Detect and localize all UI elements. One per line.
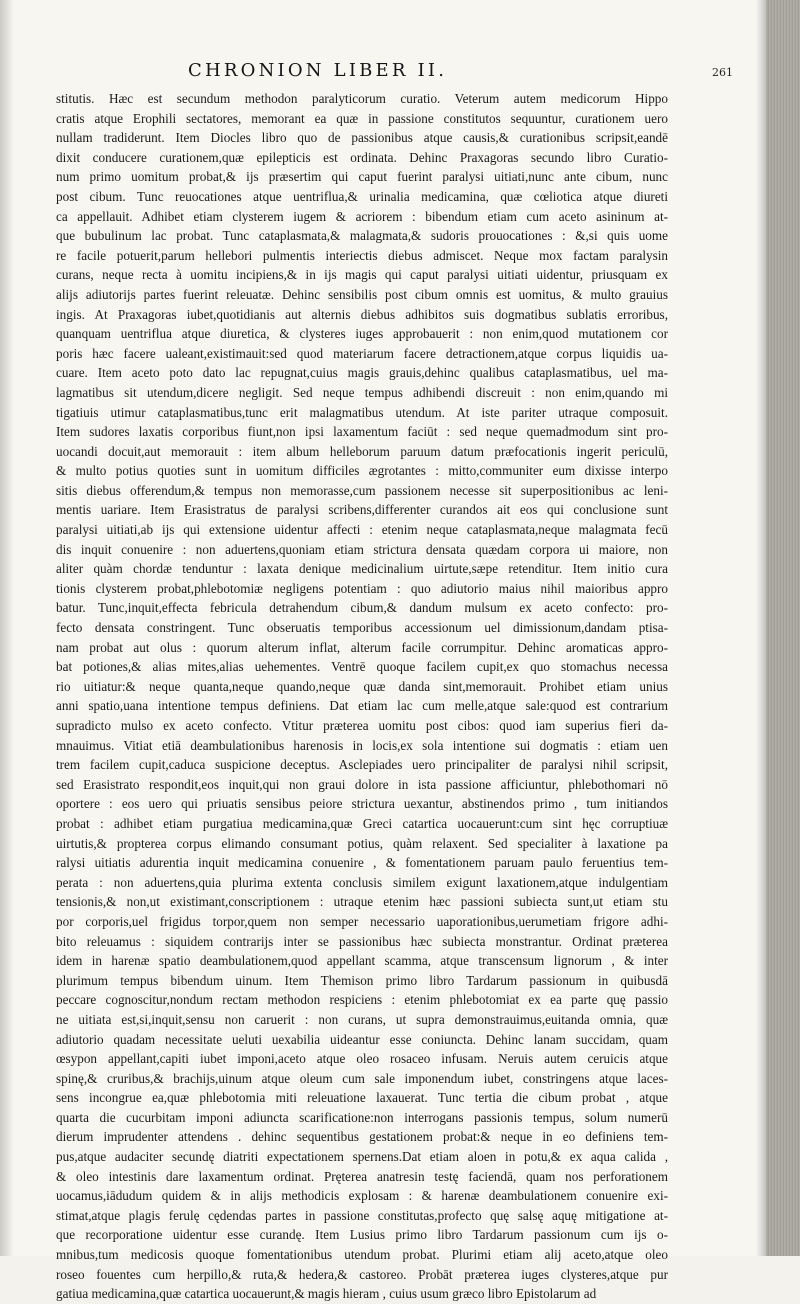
page-fore-edge xyxy=(766,0,800,1256)
text-line: quanquam uentriflua atque diuretica, & clysteres iuges approbauerit : non enim,quod mutationem cor xyxy=(56,326,668,342)
text-line: perata : non aduertens,quia plurima extenta conclusis similem exigunt laxationem,atque indulgentiam xyxy=(56,874,668,890)
text-line: adiutorio quadam necessitate ueluti uexabilia uideantur esse coniuncta. Dehinc lanam succidam, quam xyxy=(56,1031,668,1047)
text-line: ralysi uitiatis adurentia inquit medicamina conuenire , & fomentationem paruam paulo feruentius tem- xyxy=(56,855,668,871)
text-line: plurimum tempus bibendum uinum. Item Themison primo libro Tardarum passionum in quibusdā xyxy=(56,972,668,988)
text-line: sens incongrue ea,quæ phlebotomia miti releuatione laxauerat. Tunc tertia die cibum probat , atque xyxy=(56,1090,668,1106)
text-line: que bubulinum lac probat. Tunc cataplasmata,& malagmata,& sudoris prouocationes : &,si quis uome xyxy=(56,228,668,244)
text-line: & multo potius quoties sunt in uomitum difficiles ægrotantes : mitto,communiter eum dixisse interpo xyxy=(56,463,668,479)
text-line: dis inquit conuenire : non aduertens,quoniam etiam strictura densata quædam corpora ui maiore, non xyxy=(56,541,668,557)
text-line: stimat,atque plagis ferulę cędendas partes in passione constitutas,profecto quę salsę aquę mitigatione at- xyxy=(56,1207,668,1223)
text-line: spinę,& cruribus,& brachijs,uinum atque oleum cum sale imponendum iubet, constringens atque laces- xyxy=(56,1070,668,1086)
text-line: aliter quàm chordæ tenduntur : laxata denique medicinalium uirtute,sæpe retenditur. Item initio cura xyxy=(56,561,668,577)
text-line: ingis. At Praxagoras iubet,quotidianis aut alternis diebus adhibitos suis dogmatibus sublatis erroribus, xyxy=(56,306,668,322)
text-line: uocamus,iādudum quidem & in alijs methodicis explosam : & harenæ deambulationem conuenire exi- xyxy=(56,1188,668,1204)
text-line: por corporis,uel frigidus torpor,quem non semper necessario uaporationibus,uerumetiam frigore adhi- xyxy=(56,913,668,929)
text-line: mnibus,tum medicosis quoque fomentationibus utendum probat. Plurimi etiam alij aceto,atque oleo xyxy=(56,1247,668,1263)
text-line: num primo uomitum probat,& ijs præsertim qui caput fuerint paralysi uitiati,nunc ante cibum, nunc xyxy=(56,169,668,185)
text-line: curans, neque recta à uomitu incipiens,& in ijs magis qui caput paralysi uitiati uidentur, priusquam ex xyxy=(56,267,668,283)
text-line: tionis clysterem probat,phlebotomiæ negligens potentiam : quo adiutorio maius nihil maioribus appro xyxy=(56,580,668,596)
text-line: cuare. Item aceto poto dato lac repugnat,cuius magis grauis,dehinc qualibus cataplasmatibus, uel ma- xyxy=(56,365,668,381)
text-line: idem in harenæ spatio deambulationem,quod appellant scamma, atque transcensum lignorum , & inter xyxy=(56,953,668,969)
text-line: mentis uariare. Item Erasistratus de paralysi scribens,differenter curandos ait eos qui conclusione sunt xyxy=(56,502,668,518)
text-line: fecto densata constringent. Tunc obseruatis temporibus accessionum uel dimissionum,dandam ptisa- xyxy=(56,620,668,636)
text-line: stitutis. Hæc est secundum methodon paralyticorum curatio. Veterum autem medicorum Hippo xyxy=(56,91,668,106)
text-line: Item sudores laxatis corporibus fiunt,non ipsi laxamentum faciūt : sed neque quemadmodum sint pro- xyxy=(56,424,668,440)
text-line: roseo fouentes cum herpillo,& ruta,& hedera,& castoreo. Probāt præterea iuges clysteres,atque pur xyxy=(56,1266,668,1282)
text-line: dierum imprudenter attendens . dehinc sequentibus gestationem probat:& neque in eo definiens tem- xyxy=(56,1129,668,1145)
text-line: paralysi uitiati,ab ijs qui extensione uidentur affecti : etenim neque cataplasmata,neque malagmata fecū xyxy=(56,522,668,538)
page-header xyxy=(0,58,760,88)
text-line: re facile potuerit,parum hellebori pulmentis interiectis diebus admiscet. Neque mox factam paralysin xyxy=(56,247,668,263)
running-head: CHRONION LIBER II. xyxy=(188,60,448,81)
text-line: ca appellauit. Adhibet etiam clysterem iugem & acriorem : bibendum etiam cum aceto asininum at- xyxy=(56,208,668,224)
text-line: uirtutis,& propterea corpus elimando consumant potius, quàm relaxent. Sed specialiter à laxatione pa xyxy=(56,835,668,851)
text-line: nullam tradiderunt. Item Diocles libro quo de passionibus atque causis,& curationibus scripsit,eandē xyxy=(56,130,668,146)
text-line: bito releuamus : siquidem contrarijs inter se passionibus hæc subiecta monstrantur. Ordinat præterea xyxy=(56,933,668,949)
text-line: rio uitiatur:& neque quanta,neque quando,neque quæ danda sint,memorauit. Prohibet etiam unius xyxy=(56,678,668,694)
text-line: supradicto mulso ex aceto confecto. Vtitur præterea uomitu post cibos: quod iam superius fieri da- xyxy=(56,718,668,733)
text-line: post cibum. Tunc reuocationes atque uentriflua,& urinalia medicamina, quæ cœliotica atque diureti xyxy=(56,188,668,204)
page-number: 261 xyxy=(712,66,733,79)
text-line: trem facilem cupit,caduca suspicione deceptus. Asclepiades uero principaliter de paralysi nihil scripsit, xyxy=(56,757,668,773)
text-line: dixit conducere curationem,quæ epilepticis est ordinata. Dehinc Praxagoras secundo libro Curatio- xyxy=(56,149,668,165)
text-line: ne uitiata est,si,inquit,sensu non caruerit : non curans, ut supra demonstrauimus,euitanda omnia, quæ xyxy=(56,1011,668,1027)
text-line: œsypon appellant,capiti iubet imponi,aceto atque oleo rosaceo infusam. Neruis autem ceruicis atque xyxy=(56,1051,668,1067)
text-line: & oleo intestinis dare laxamentum ordinat. Pręterea anatresin testę faciendā, quam nos perforationem xyxy=(56,1168,668,1184)
text-line: nam probat aut olus : quorum alterum inflat, alterum facile corrumpitur. Dehinc aromaticas appro- xyxy=(56,639,668,655)
text-line: cratis atque Erophili sectatores, memorant ea quæ in passione constitutos sequuntur, curationem uero xyxy=(56,110,668,126)
text-line: tensionis,& non,ut existimant,conscriptionem : utraque etenim hæc passioni subiecta sunt,ut etiam stu xyxy=(56,894,668,910)
text-line: oportere : eos uero qui priuatis sensibus peiore strictura uexantur, abstinendos primo , tum initiandos xyxy=(56,796,668,812)
text-line: pus,atque audaciter secundę diatriti expectationem spernens.Dat etiam aloen in potu,& ex aqua calida , xyxy=(56,1149,668,1165)
text-line: que recorporatione uidentur esse curandę. Item Lusius primo libro Tardarum passionum cum ijs o- xyxy=(56,1227,668,1243)
text-line: batur. Tunc,inquit,effecta febricula detrahendum cibum,& dandum mulsum ex aceto confecto: pro- xyxy=(56,600,668,616)
text-line: alijs adiutorijs partes fuerint releuatæ. Dehinc sensibilis post cibum omnis est uomitus, & multo grauius xyxy=(56,286,668,302)
text-line: mnauimus. Vitiat etiā deambulationibus harenosis in locis,ex sola intentione sui dogmatis : etiam uen xyxy=(56,737,668,753)
text-line: uocandi docuit,aut memorauit : item album helleborum paruum datum præfocationis ingerit periculū, xyxy=(56,443,668,459)
text-line: peccare cognoscitur,nondum rectam methodon respiciens : etenim phlebotomiat ex ea parte quę passio xyxy=(56,992,668,1008)
text-line: anni spatio,uana intentione tempus definiens. Dat etiam lac cum melle,atque sale:quod est contrarium xyxy=(56,698,668,714)
text-line: lagmatibus sit utendum,dicere negligit. Sed neque tempus adhibendi discreuit : non enim,quando mi xyxy=(56,384,668,400)
text-line: tigatiuis utimur cataplasmatibus,tunc erit malagmatibus utendum. At iste pariter utraque composuit. xyxy=(56,404,668,420)
text-line: sitis diebus offerendum,& tempus non memorasse,cum passionem necesse sit superpositionibus ac leni- xyxy=(56,482,668,498)
text-line: quarta die cucurbitam imponi adiuncta scarificatione:non interrogans passionis tempus, solum numerū xyxy=(56,1109,668,1125)
body-text xyxy=(56,89,668,1304)
text-line: sed Erasistrato respondit,eos inquit,qui non graui dolore in ista passione afficiuntur, phlebothomari nō xyxy=(56,776,668,792)
text-line: gatiua medicamina,quæ catartica uocauerunt,& magis hieram , cuius usum græco libro Epistolarum ad xyxy=(56,1286,597,1302)
text-line: poris hæc facere ualeant,existimauit:sed quod materiarum facere detractionem,atque corpus liquidis ua- xyxy=(56,345,668,361)
text-line: bat potiones,& alias mites,alias uehementes. Ventrē quoque facilem cupit,ex quo stomachus necessa xyxy=(56,659,668,675)
gutter-shadow xyxy=(0,0,14,1256)
text-line: probat : adhibet etiam purgatiua medicamina,quæ Greci catartica uocauerunt:cum sint hęc corruptiuæ xyxy=(56,815,668,831)
